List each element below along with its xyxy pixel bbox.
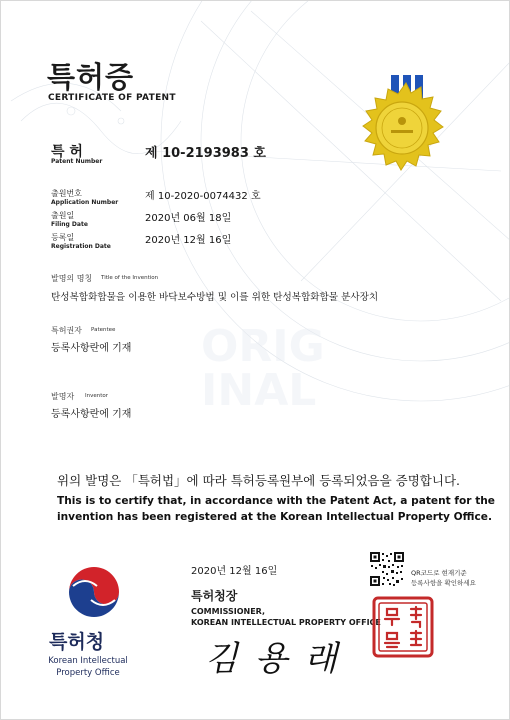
invention-title-value: 탄성복합화합물을 이용한 바닥보수방법 및 이를 위한 탄성복합화합물 분사장치 [51,292,379,303]
commissioner-title-ko: 특허청장 [191,589,238,603]
patentee-label-en: Patentee [91,327,116,333]
application-number-value: 제 10-2020-0074432 호 [145,191,261,202]
invention-title-label: 발명의 명칭 [51,274,93,283]
application-number-label-en: Application Number [51,199,119,206]
filing-date-label-en: Filing Date [51,221,88,228]
certification-statement-en-line2: invention has been registered at the Korean Intellectual Property Office. [57,511,492,523]
filing-date-value: 2020년 06월 18일 [145,213,232,224]
patent-number-label-en: Patent Number [51,158,103,165]
registration-date-label: 등록일 [51,233,75,242]
inventor-label-en: Inventor [85,393,109,399]
qr-instruction-line2: 등록사항을 확인하세요 [411,579,476,587]
certification-statement-en-line1: This is to certify that, in accordance with the Patent Act, a patent for the [57,495,495,507]
taegeuk-logo-icon [63,562,125,624]
gold-seal-icon [341,75,471,205]
commissioner-signature: 김 용 래 [205,639,341,679]
filing-date-label: 출원일 [51,211,75,220]
inventor-value: 등록사항란에 기재 [51,409,132,420]
office-name-ko: 특허청 [49,631,105,653]
application-number-label: 출원번호 [51,189,82,198]
registration-date-value: 2020년 12월 16일 [145,235,232,246]
issue-date: 2020년 12월 16일 [191,566,278,577]
office-name-en-line2: Property Office [56,668,120,678]
patent-number-value: 제 10-2193983 호 [145,146,266,161]
qr-instruction-line1: QR코드로 현재기준 [411,569,467,577]
certificate-title: 특허증 [47,60,135,94]
svg-text:INAL: INAL [201,365,317,416]
certificate-title-en: CERTIFICATE OF PATENT [48,93,176,103]
patent-number-label: 특 허 [51,144,83,160]
svg-text:ORIG: ORIG [201,321,325,372]
commissioner-title-en-line1: COMMISSIONER, [191,607,266,616]
patentee-value: 등록사항란에 기재 [51,343,132,354]
office-name-en-line1: Korean Intellectual [48,656,128,666]
invention-title-label-en: Title of the Invention [101,275,159,281]
inventor-label: 발명자 [51,392,75,401]
official-stamp-icon [371,595,435,659]
certification-statement-ko: 위의 발명은 「특허법」에 따라 특허등록원부에 등록되었음을 증명합니다. [57,473,460,488]
commissioner-title-en-line2: KOREAN INTELLECTUAL PROPERTY OFFICE [191,618,381,627]
patentee-label: 특허권자 [51,326,82,335]
registration-date-label-en: Registration Date [51,243,111,250]
qr-code-icon[interactable] [369,551,405,587]
